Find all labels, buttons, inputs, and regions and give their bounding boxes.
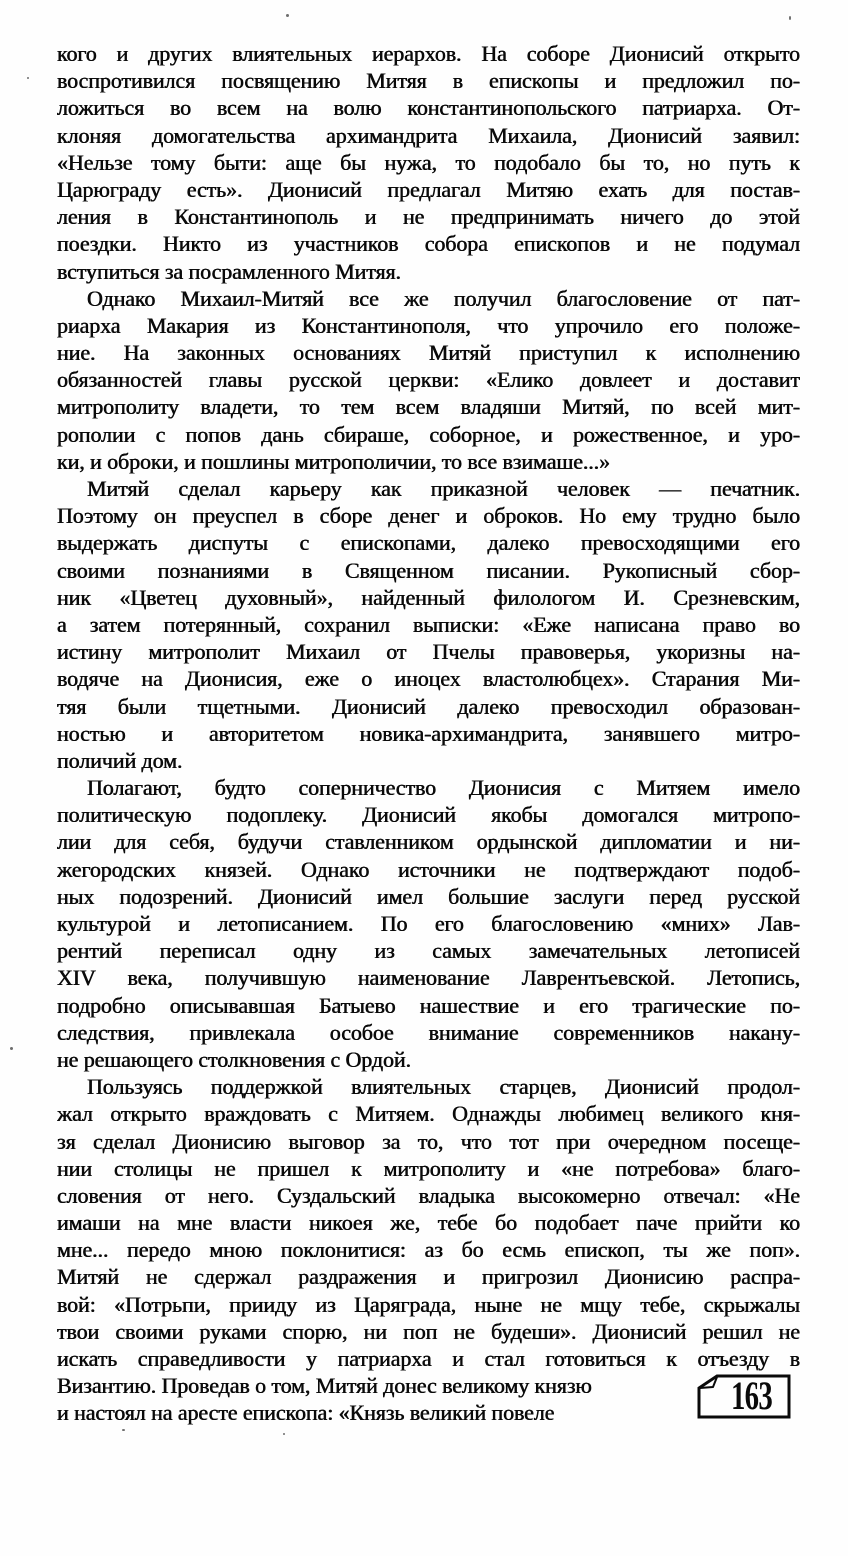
text-line: мне... передо мною поклонитися: аз бо есмь епископ, ты же поп». (57, 1237, 800, 1263)
text-line: Полагают, будто соперничество Дионисия с Митяем имело (87, 775, 800, 801)
paragraph (57, 285, 800, 475)
text-line: ние. На законных основаниях Митяй приступил к исполнению (57, 340, 800, 366)
tail-text (57, 1372, 592, 1426)
text-line: Пользуясь поддержкой влиятельных старцев, Дионисий продол- (87, 1074, 800, 1100)
paragraph (57, 774, 800, 1073)
text-line: рополии с попов дань сбираше, соборное, и рожественное, и уро- (57, 421, 800, 447)
paragraph (57, 1073, 800, 1372)
text-line: клоняя домогательства архимандрита Михаила, Дионисий заявил: (57, 122, 800, 148)
text-line: риарха Макария из Константинополя, что упрочило его положе- (57, 312, 800, 338)
text-line: поездки. Никто из участников собора епископов и не подумал (57, 231, 800, 257)
text-line: тяя были тщетными. Дионисий далеко превосходил образован- (57, 693, 800, 719)
text-line: воспротивился посвящению Митяя в епископы и предложил по- (57, 68, 800, 94)
text-line: ностью и авторитетом новика-архимандрита, занявшего митро- (57, 720, 800, 746)
text-line: своими познаниями в Священном писании. Рукописный сбор- (57, 557, 800, 583)
text-line: и настоял на аресте епископа: «Князь великий повеле (57, 1400, 555, 1426)
text-line: водяче на Дионисия, еже о иноцех властолюбцех». Старания Ми- (57, 666, 800, 692)
text-line: подробно описывавшая Батыево нашествие и его трагические по- (57, 992, 800, 1018)
text-line: следствия, привлекала особое внимание современников накану- (57, 1019, 800, 1045)
text-line: истину митрополит Михаил от Пчелы правоверья, укоризны на- (57, 639, 800, 665)
text-line: вой: «Потрьпи, прииду из Царяграда, ныне не мщу тебе, скрыжалы (57, 1291, 800, 1317)
text-line: политическую подоплеку. Дионисий якобы домогался митропо- (57, 802, 800, 828)
text-line: твои своими руками спорю, ни поп не будеши». Дионисий решил не (57, 1318, 800, 1344)
text-line: не решающего столкновения с Ордой. (57, 1046, 411, 1072)
scan-speck (283, 1433, 285, 1435)
text-line: ки, и оброки, и пошлины митрополичии, то все взимаше...» (57, 448, 610, 474)
text-line: лии для себя, будучи ставленником ордынской дипломатии и ни- (57, 829, 800, 855)
text-line: зя сделал Дионисию выговор за то, что тот при очередном посеще- (57, 1128, 800, 1154)
text-line: имаши на мне власти никоея же, тебе бо подобает паче прийти ко (57, 1210, 800, 1236)
paragraph (57, 40, 800, 285)
scan-speck (27, 77, 29, 79)
text-line: Митяй не сдержал раздражения и пригрозил Дионисию распра- (57, 1264, 800, 1290)
text-line: Царюграду есть». Дионисий предлагал Митяю ехать для постав- (57, 176, 800, 202)
text-line: культурой и летописанием. По его благословению «мних» Лав- (57, 911, 800, 936)
text-line: рентий переписал одну из самых замечательных летописей (57, 938, 800, 964)
text-line: XIV века, получившую наименование Лаврентьевской. Летопись, (57, 965, 800, 991)
text-line: Поэтому он преуспел в сборе денег и оброков. Но ему трудно было (57, 503, 800, 529)
text-line: нии столицы не пришел к митрополиту и «не потребова» благо- (57, 1155, 800, 1181)
text-line: вступиться за посрамленного Митяя. (57, 258, 401, 284)
text-line: ных подозрений. Дионисий имел большие заслуги перед русской (57, 883, 800, 909)
text-line: ления в Константинополь и не предпринимать ничего до этой (57, 204, 800, 230)
page-number-box (697, 1374, 791, 1419)
page-text (57, 40, 800, 1372)
text-line: митрополиту владети, то тем всем владяши Митяй, по всей мит- (57, 394, 800, 420)
text-line: кого и других влиятельных иерархов. На соборе Дионисий открыто (57, 41, 800, 66)
text-line: Однако Михаил-Митяй все же получил благословение от пат- (87, 285, 800, 311)
text-line: «Нельзе тому быти: аще бы нужа, то подобало бы то, но путь к (57, 149, 800, 175)
scan-speck (789, 16, 791, 20)
text-line: искать справедливости у патриарха и стал готовиться к отъезду в (57, 1346, 800, 1371)
scan-speck (122, 1429, 125, 1431)
text-line: жегородских князей. Однако источники не подтверждают подоб- (57, 856, 800, 882)
text-line: выдержать диспуты с епископами, далеко превосходящими его (57, 530, 800, 556)
text-line: а затем потерянный, сохранил выписки: «Еже написана право во (57, 611, 800, 637)
page-number: 163 (730, 1373, 772, 1419)
text-line: словения от него. Суздальский владыка высокомерно отвечал: «Не (57, 1182, 800, 1208)
scan-speck (286, 14, 289, 17)
text-line: жал открыто враждовать с Митяем. Однажды любимец великого кня- (57, 1101, 800, 1127)
text-line: Митяй сделал карьеру как приказной человек — печатник. (87, 476, 800, 501)
paragraph (57, 475, 800, 774)
text-line: ник «Цветец духовный», найденный филологом И. Срезневским, (57, 584, 800, 610)
text-line: Византию. Проведав о том, Митяй донес великому князю (57, 1373, 592, 1399)
scan-speck (10, 1047, 13, 1050)
page-number-wrap (697, 1374, 791, 1419)
text-line: ложиться во всем на волю константинопольского патриарха. От- (57, 95, 800, 121)
text-line: поличий дом. (57, 747, 183, 773)
text-line: обязанностей главы русской церкви: «Елико довлеет и доставит (57, 367, 800, 393)
footer-row (57, 1372, 800, 1426)
